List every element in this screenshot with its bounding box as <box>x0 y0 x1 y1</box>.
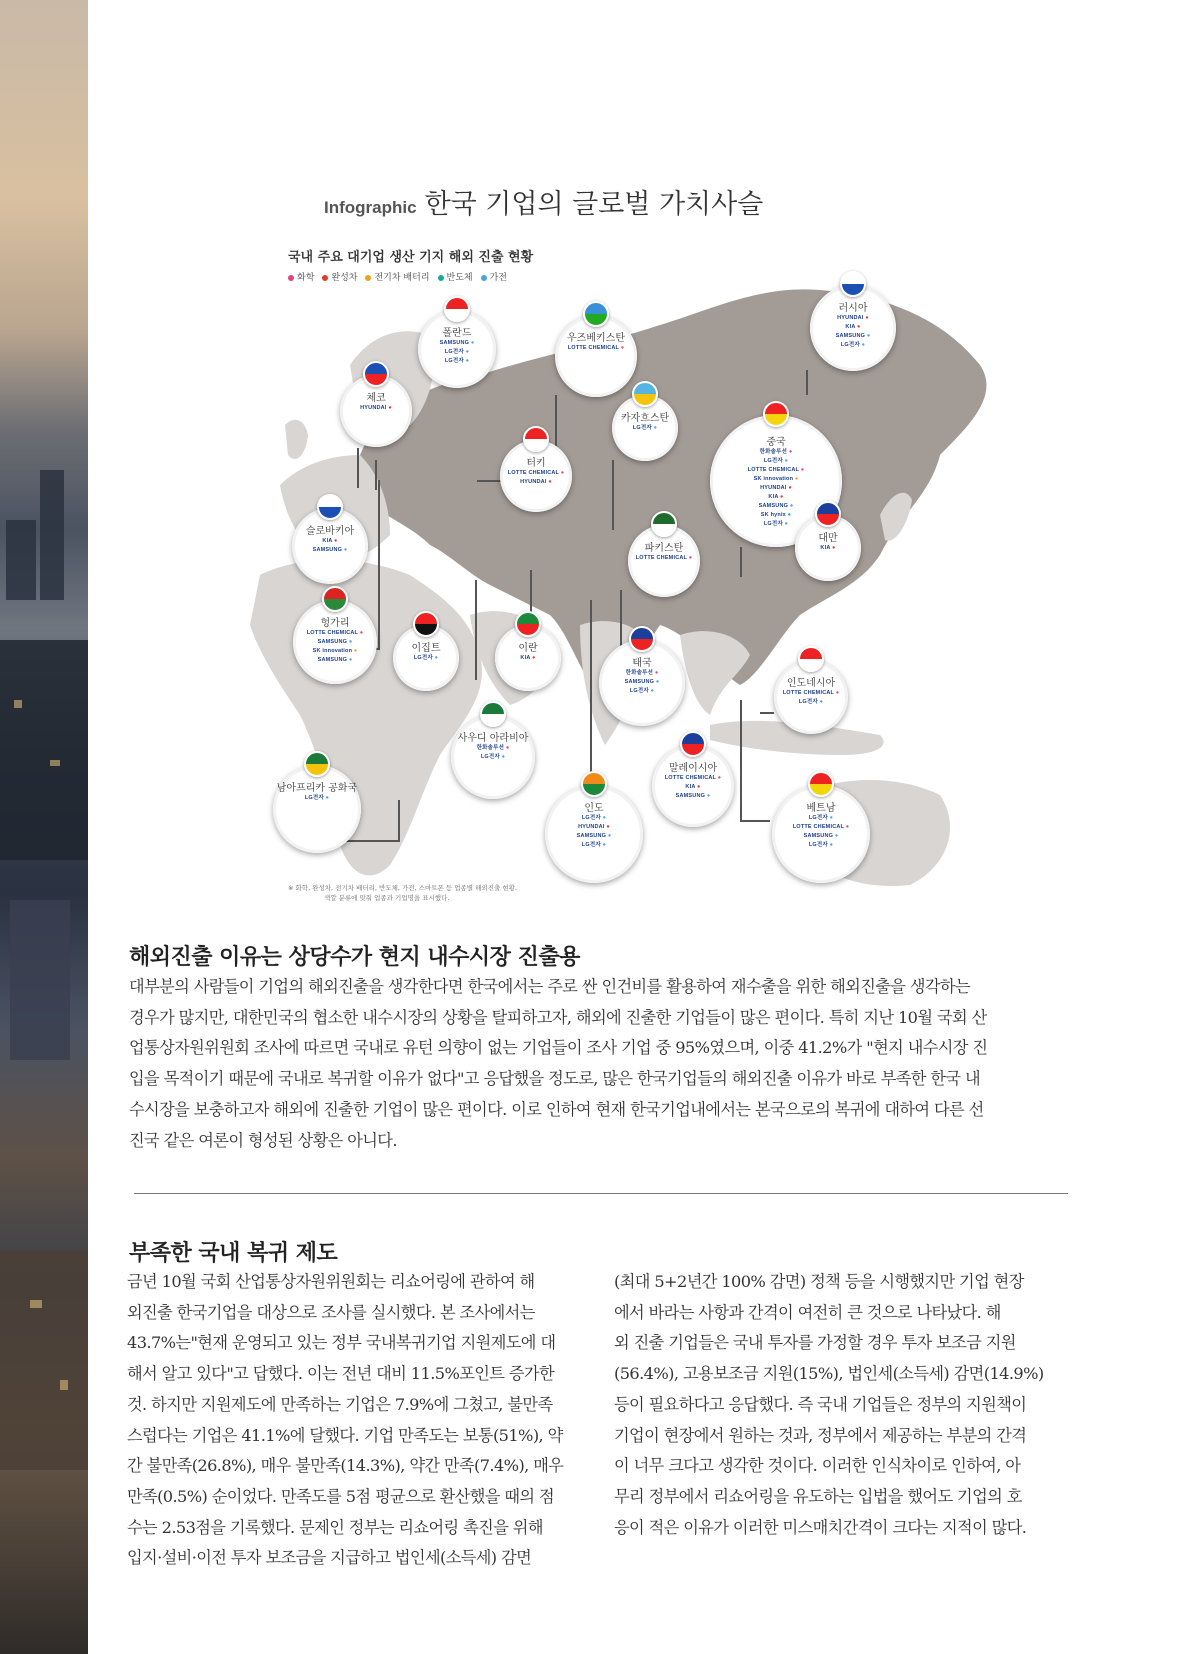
text-line: 간 불만족(26.8%), 매우 불만족(14.3%), 약간 만족(7.4%), 매우 <box>127 1456 564 1476</box>
company-name: KIA <box>820 545 831 551</box>
country-name: 터키 <box>526 458 546 469</box>
legend-label: 가전 <box>489 273 507 283</box>
industry-dot-icon: ● <box>778 494 784 500</box>
company-name: SAMSUNG <box>317 639 348 645</box>
company-name: SAMSUNG <box>803 833 834 839</box>
country-flag-icon <box>581 771 607 797</box>
company-name: SAMSUNG <box>576 833 607 839</box>
company-logo <box>710 493 842 502</box>
company-name: SAMSUNG <box>835 333 866 339</box>
country-flag-icon <box>815 501 841 527</box>
company-name: LG전자 <box>444 358 464 364</box>
text-line: 43.7%는"현재 운영되고 있는 정부 국내복귀기업 지원제도에 대 <box>127 1333 556 1353</box>
company-logo <box>774 698 848 707</box>
company-logo <box>612 424 678 433</box>
company-logo <box>293 656 377 665</box>
country-flag-icon <box>480 701 506 727</box>
country-flag-icon <box>304 751 330 777</box>
industry-dot-icon: ● <box>347 657 353 663</box>
connector-line <box>740 547 742 577</box>
connector-line <box>806 370 808 395</box>
country-name: 헝가리 <box>320 618 350 629</box>
title-korean: 한국 기업의 글로벌 가치사슬 <box>424 189 764 220</box>
company-name: HYUNDAI <box>360 405 387 411</box>
legend-label: 완성차 <box>331 273 358 283</box>
country-flag-icon <box>515 611 541 637</box>
company-name: 한화솔루션 <box>625 670 654 676</box>
company-name: LG전자 <box>304 795 324 801</box>
industry-dot-icon: ● <box>619 345 625 351</box>
connector-line <box>398 800 400 840</box>
section2-column-2 <box>614 1267 1073 1543</box>
company-name: SAMSUNG <box>624 679 655 685</box>
industry-dot-icon: ● <box>695 784 701 790</box>
text-line: 금년 10월 국회 산업통상자원위원회는 리쇼어링에 관하여 해 <box>127 1272 535 1291</box>
company-logo <box>810 323 896 332</box>
company-logo <box>710 475 842 484</box>
company-logo <box>418 357 496 366</box>
country-bubble <box>340 375 412 447</box>
text-line: 것. 하지만 지원제도에 만족하는 기업은 7.9%에 그쳤고, 불만족 <box>127 1394 553 1414</box>
text-line: 경우가 많지만, 대한민국의 협소한 내수시장의 상황을 탈피하고자, 해외에 진출한 기업들이 많은 편이다. 특히 지난 10월 국회 산 <box>129 1007 987 1027</box>
text-line: (최대 5+2년간 100% 감면) 정책 등을 시행했지만 기업 현장 <box>614 1272 1024 1291</box>
company-logo <box>545 832 643 841</box>
country-name: 인도네시아 <box>786 678 836 689</box>
company-logo <box>772 832 870 841</box>
text-line: 진국 같은 여론이 형성된 상황은 아니다. <box>129 1130 397 1150</box>
industry-dot-icon: ● <box>705 793 711 799</box>
company-name: LG전자 <box>480 754 500 760</box>
company-logo <box>599 669 685 678</box>
company-name: HYUNDAI <box>520 479 547 485</box>
map-subtitle: 국내 주요 대기업 생산 기지 해외 진출 현황 <box>288 250 534 265</box>
company-name: LOTTE CHEMICAL <box>664 775 716 781</box>
company-name: LG전자 <box>798 699 818 705</box>
company-name: HYUNDAI <box>578 824 605 830</box>
company-logo <box>545 823 643 832</box>
company-logo <box>810 314 896 323</box>
industry-dot-icon: ● <box>865 333 871 339</box>
country-bubble <box>418 310 496 388</box>
company-name: LG전자 <box>808 815 828 821</box>
company-name: LOTTE CHEMICAL <box>792 824 844 830</box>
industry-dot-icon: ● <box>504 745 510 751</box>
company-logo <box>772 814 870 823</box>
text-line: 기업이 현장에서 원하는 것과, 정부에서 제공하는 부분의 간격 <box>614 1425 1027 1445</box>
company-name: 한화솔루션 <box>476 745 505 751</box>
company-name: SAMSUNG <box>675 793 706 799</box>
industry-dot-icon: ● <box>716 775 722 781</box>
title-english: Infographic <box>324 198 417 217</box>
legend-label: 화학 <box>297 273 315 283</box>
company-name: LG전자 <box>632 425 652 431</box>
company-logo <box>710 466 842 475</box>
country-bubble <box>393 625 459 691</box>
industry-dot-icon: ● <box>788 503 794 509</box>
industry-dot-icon: ● <box>687 555 693 561</box>
industry-dot-icon: ● <box>469 340 475 346</box>
country-flag-icon <box>317 494 343 520</box>
country-bubble <box>555 315 637 397</box>
country-flag-icon <box>840 271 866 297</box>
company-logo <box>810 332 896 341</box>
country-bubble <box>612 395 678 461</box>
industry-dot-icon: ● <box>600 815 607 821</box>
text-line: 스럽다는 기업은 41.1%에 달했다. 기업 만족도는 보통(51%), 약 <box>127 1425 563 1445</box>
text-line: 대부분의 사람들이 기업의 해외진출을 생각한다면 한국에서는 주로 싼 인건비를 활용하여 재수출을 위한 해외진출을 생각하는 <box>129 977 971 996</box>
country-flag-icon <box>444 296 470 322</box>
industry-dot-icon: ● <box>834 690 840 696</box>
country-flag-icon <box>629 626 655 652</box>
industry-dot-icon: ● <box>358 630 364 636</box>
british-isles <box>285 420 308 459</box>
company-logo <box>418 339 496 348</box>
country-bubble <box>273 765 361 853</box>
country-name: 남아프리카 공화국 <box>276 783 358 794</box>
country-bubble <box>545 785 643 883</box>
country-bubble <box>795 515 861 581</box>
country-flag-icon <box>763 401 789 427</box>
industry-dot-icon: ● <box>546 479 552 485</box>
company-logo <box>772 823 870 832</box>
company-name: LOTTE CHEMICAL <box>747 467 799 473</box>
company-logo <box>772 841 870 850</box>
country-bubble <box>293 600 377 684</box>
company-logo <box>599 687 685 696</box>
industry-dot-icon: ● <box>827 815 834 821</box>
industry-dot-icon: ● <box>785 512 792 518</box>
company-logo <box>545 841 643 850</box>
company-name: LG전자 <box>629 688 649 694</box>
country-name: 사우디 아라비아 <box>457 733 529 744</box>
country-name: 이집트 <box>411 643 441 654</box>
company-name: SK innovation <box>312 648 353 654</box>
footnote-line-2: 색깔 분류에 맞춰 업종과 기업명을 표시했다. <box>324 894 450 902</box>
country-bubble <box>292 508 368 584</box>
text-line: 외진출 한국기업을 대상으로 조사를 실시했다. 본 조사에서는 <box>127 1302 535 1322</box>
company-logo <box>599 678 685 687</box>
company-logo <box>293 638 377 647</box>
company-logo <box>795 544 861 553</box>
company-logo <box>495 654 561 663</box>
industry-dot-icon: ● <box>342 547 348 553</box>
company-name: SAMSUNG <box>317 657 348 663</box>
company-name: LG전자 <box>763 521 783 527</box>
industry-dot-icon: ● <box>352 648 358 654</box>
country-flag-icon <box>413 611 439 637</box>
section1-heading: 해외진출 이유는 상당수가 현지 내수시장 진출용 <box>129 945 580 970</box>
legend-label: 반도체 <box>446 273 473 283</box>
text-line: 수시장을 보충하고자 해외에 진출한 기업이 많은 편이다. 이로 인하여 현재 한국기업내에서는 본국으로의 복귀에 대하여 다른 선 <box>129 1099 984 1119</box>
company-logo <box>710 448 842 457</box>
company-logo <box>710 457 842 466</box>
industry-dot-icon: ● <box>782 458 789 464</box>
industry-dot-icon: ● <box>793 476 799 482</box>
section2-column-1 <box>127 1267 586 1574</box>
company-logo <box>292 546 368 555</box>
map-footnote <box>288 883 517 903</box>
company-name: SK innovation <box>753 476 794 482</box>
country-name: 태국 <box>632 658 652 669</box>
company-name: LG전자 <box>581 842 601 848</box>
industry-dot-icon: ● <box>323 795 330 801</box>
company-logo <box>418 348 496 357</box>
company-name: KIA <box>685 784 696 790</box>
company-name: LG전자 <box>413 655 433 661</box>
industry-dot-icon: ● <box>651 425 658 431</box>
industry-dot-icon: ● <box>600 842 607 848</box>
industry-dot-icon: ● <box>463 358 470 364</box>
country-bubble <box>451 715 535 799</box>
country-bubble <box>810 285 896 371</box>
country-name: 대만 <box>818 533 838 544</box>
country-name: 인도 <box>584 803 604 814</box>
connector-line <box>760 712 774 714</box>
country-bubble <box>500 440 572 512</box>
company-name: 한화솔루션 <box>759 449 788 455</box>
connector-line <box>378 480 380 648</box>
industry-dot-icon: ● <box>648 688 655 694</box>
country-name: 베트남 <box>806 803 836 814</box>
company-name: LOTTE CHEMICAL <box>306 630 358 636</box>
connector-line <box>620 590 622 650</box>
industry-dot-icon: ● <box>817 699 824 705</box>
country-name: 폴란드 <box>442 328 472 339</box>
country-name: 말레이시아 <box>668 763 718 774</box>
industry-dot-icon: ● <box>833 833 839 839</box>
company-logo <box>500 469 572 478</box>
text-line: 입을 목적이기 때문에 국내로 복귀할 이유가 없다"고 응답했을 정도로, 많은 한국기업들의 해외진출 이유가 바로 부족한 한국 내 <box>129 1069 981 1089</box>
country-name: 체코 <box>366 393 386 404</box>
company-logo <box>293 629 377 638</box>
company-name: SAMSUNG <box>439 340 470 346</box>
text-line: 에서 바라는 사항과 간격이 여전히 큰 것으로 나타났다. 해 <box>614 1302 1001 1322</box>
company-logo <box>555 344 637 353</box>
company-name: LG전자 <box>808 842 828 848</box>
company-name: KIA <box>520 655 531 661</box>
text-line: 이 너무 크다고 생각한 것이다. 이러한 인식차이로 인하여, 아 <box>614 1456 1021 1476</box>
company-name: LG전자 <box>763 458 783 464</box>
section2-heading: 부족한 국내 복귀 제도 <box>129 1241 338 1266</box>
country-flag-icon <box>808 771 834 797</box>
company-logo <box>273 794 361 803</box>
company-name: LOTTE CHEMICAL <box>567 345 619 351</box>
company-name: HYUNDAI <box>837 315 864 321</box>
company-name: HYUNDAI <box>760 485 787 491</box>
industry-dot-icon: ● <box>827 842 834 848</box>
industry-dot-icon: ● <box>787 449 793 455</box>
country-name: 러시아 <box>838 303 868 314</box>
company-logo <box>545 814 643 823</box>
industry-dot-icon: ● <box>830 545 836 551</box>
company-name: LG전자 <box>444 349 464 355</box>
company-name: KIA <box>845 324 856 330</box>
company-name: LG전자 <box>840 342 860 348</box>
company-name: SAMSUNG <box>312 547 343 553</box>
country-flag-icon <box>632 381 658 407</box>
text-line: 외 진출 기업들은 국내 투자를 가정할 경우 투자 보조금 지원 <box>614 1333 1016 1353</box>
country-name: 이란 <box>518 643 538 654</box>
company-name: LOTTE CHEMICAL <box>782 690 834 696</box>
connector-line <box>375 460 377 490</box>
text-line: 무리 정부에서 리쇼어링을 유도하는 입법을 했어도 기업의 호 <box>614 1486 1022 1506</box>
company-name: KIA <box>768 494 779 500</box>
company-logo <box>652 774 734 783</box>
company-logo <box>652 783 734 792</box>
country-flag-icon <box>651 511 677 537</box>
company-name: LOTTE CHEMICAL <box>507 470 559 476</box>
text-line: 응이 적은 이유가 이러한 미스매치간격이 크다는 지적이 많다. <box>614 1517 1027 1537</box>
country-flag-icon <box>583 301 609 327</box>
country-flag-icon <box>322 586 348 612</box>
city-photo-strip <box>0 0 88 1654</box>
country-bubble <box>599 640 685 726</box>
footnote-line-1: ※ 화학, 완성차, 전기차 배터리, 반도체, 가전, 스마트폰 등 업종별 해외진출 현황. <box>288 884 517 892</box>
industry-dot-icon: ● <box>844 824 850 830</box>
section1-body <box>129 972 1073 1156</box>
company-logo <box>293 647 377 656</box>
country-bubble <box>652 745 734 827</box>
company-logo <box>340 404 412 413</box>
country-flag-icon <box>680 731 706 757</box>
connector-line <box>357 448 359 488</box>
legend-label: 전기차 배터리 <box>374 273 430 283</box>
company-name: KIA <box>322 538 333 544</box>
company-logo <box>652 792 734 801</box>
country-name: 파키스탄 <box>644 543 684 554</box>
industry-dot-icon: ● <box>782 521 789 527</box>
text-line: (56.4%), 고용보조금 지원(15%), 법인세(소득세) 감면(14.9%) <box>614 1364 1044 1384</box>
company-logo <box>710 484 842 493</box>
country-name: 카자흐스탄 <box>620 413 670 424</box>
industry-dot-icon: ● <box>386 405 392 411</box>
company-name: SAMSUNG <box>758 503 789 509</box>
industry-dot-icon: ● <box>654 679 660 685</box>
company-name: LG전자 <box>581 815 601 821</box>
connector-line <box>740 820 770 822</box>
company-logo <box>810 341 896 350</box>
industry-dot-icon: ● <box>559 470 565 476</box>
company-logo <box>451 753 535 762</box>
country-bubble <box>774 660 848 734</box>
industry-dot-icon: ● <box>606 833 612 839</box>
connector-line <box>590 600 592 785</box>
text-line: 해서 알고 있다"고 답했다. 이는 전년 대비 11.5%포인트 증가한 <box>127 1364 554 1384</box>
text-line: 입지·설비·이전 투자 보조금을 지급하고 법인세(소득세) 감면 <box>127 1548 532 1568</box>
connector-line <box>475 580 477 680</box>
company-logo <box>500 478 572 487</box>
industry-dot-icon: ● <box>463 349 470 355</box>
company-logo <box>628 554 700 563</box>
industry-dot-icon: ● <box>347 639 353 645</box>
company-logo <box>292 537 368 546</box>
industry-dot-icon: ● <box>604 824 610 830</box>
text-line: 등이 필요하다고 응답했다. 즉 국내 기업들은 정부의 지원책이 <box>614 1394 1027 1414</box>
country-bubble <box>772 785 870 883</box>
industry-dot-icon: ● <box>499 754 506 760</box>
infographic-title <box>324 182 763 222</box>
industry-dot-icon: ● <box>863 315 869 321</box>
industry-dot-icon: ● <box>530 655 536 661</box>
text-line: 업통상자원위원회 조사에 따르면 국내로 유턴 의향이 없는 기업들이 조사 기업 중 95%였으며, 이중 41.2%가 "현지 내수시장 진 <box>129 1038 988 1058</box>
connector-line <box>740 700 742 820</box>
text-line: 수는 2.53점을 기록했다. 문제인 정부는 리쇼어링 촉진을 위해 <box>127 1517 543 1537</box>
industry-dot-icon: ● <box>855 324 861 330</box>
company-logo <box>451 744 535 753</box>
industry-dot-icon: ● <box>332 538 338 544</box>
country-flag-icon <box>798 646 824 672</box>
country-flag-icon <box>523 426 549 452</box>
industry-dot-icon: ● <box>432 655 439 661</box>
industry-dot-icon: ● <box>799 467 805 473</box>
company-name: LOTTE CHEMICAL <box>635 555 687 561</box>
company-logo <box>393 654 459 663</box>
industry-dot-icon: ● <box>653 670 659 676</box>
country-bubble <box>628 525 700 597</box>
country-name: 슬로바키아 <box>305 526 355 537</box>
industry-dot-icon: ● <box>786 485 792 491</box>
company-name: SK hynix <box>760 512 786 518</box>
section-divider <box>134 1193 1068 1194</box>
industry-dot-icon: ● <box>859 342 866 348</box>
country-bubble <box>495 625 561 691</box>
connector-line <box>342 840 400 842</box>
country-flag-icon <box>363 361 389 387</box>
connector-line <box>612 460 614 530</box>
country-name: 우즈베키스탄 <box>567 333 625 344</box>
country-name: 중국 <box>766 437 786 448</box>
company-logo <box>774 689 848 698</box>
text-line: 만족(0.5%) 순이었다. 만족도를 5점 평균으로 환산했을 때의 점 <box>127 1486 555 1506</box>
